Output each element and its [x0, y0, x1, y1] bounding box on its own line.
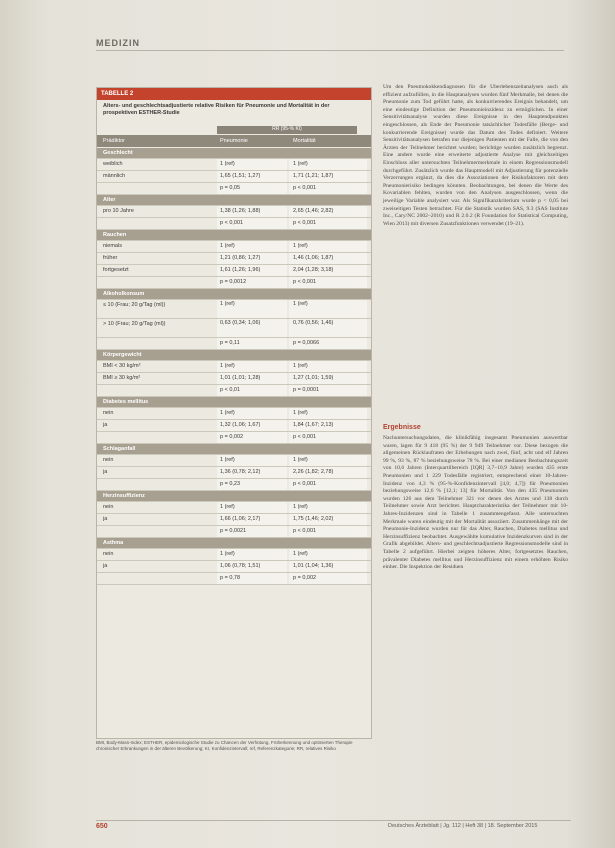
table-group-row	[97, 230, 371, 241]
cell-predictor: ja	[103, 422, 108, 428]
table-footnote: BMI, Body-Mass-Index; ESTHER, epidemiologische Studie zu Chancen der Verhütung, Früherkennung und optimierten Therapie chronischer Erkrankungen in der älteren Bevölkerung; KI, Konfidenzintervall; ref, Referenzkategorie; RR, relatives Risiko	[96, 740, 353, 751]
table-caption: Alters- und geschlechtsadjustierte relative Risiken für Pneumonie und Mortalität in der prospektiven ESTHER-Studie	[103, 103, 330, 116]
cell-mortality: 1 (ref)	[293, 410, 308, 416]
table-group-row	[97, 148, 371, 159]
cell-predictor: Alkoholkonsum	[103, 291, 145, 297]
cell-predictor: Herzinsuffizienz	[103, 493, 145, 499]
cell-predictor: BMI < 30 kg/m²	[103, 363, 141, 369]
cell-mortality: p < 0,001	[293, 528, 317, 534]
table-title: TABELLE 2	[97, 88, 371, 100]
table-row	[97, 206, 371, 218]
cell-predictor: nein	[103, 551, 114, 557]
cell-pneumonia: p = 0,0012	[220, 279, 247, 285]
table-row	[97, 241, 371, 253]
cell-mortality: 1 (ref)	[293, 161, 308, 167]
cell-mortality: 1,46 (1,06; 1,87)	[293, 255, 334, 261]
table-row	[97, 361, 371, 373]
cell-mortality: p = 0,002	[293, 575, 317, 581]
body-paragraph-results: Nachuntersuchungsdaten, die klinikfähig insgesamt Pneumonien auswertbar waren, lagen für 9 418 (95 %) der 9 949 Teilnehmer vor. Diese bezogen die allgemeinen Rücklaufraten der Erhebungen nach zwei, fünf, acht und elf Jahren 99 %, 93 %, 87 % beziehungsweise 78 %. Bei einer medianen Beobachtungszeit von 10,6 Jahren (Interquartilbereich [IQR] 3,7–10,9 Jahre) wurden 435 erste Pneumonien und 1 229 Todesfälle registriert, entsprechend einer 10-Jahres-Inzidenz von 4,3 % (95-%-Konfidenzintervall [4,0; 4,7]) für Pneumonien beziehungsweise 12,6 % [12,1; 13] für Mortalität. Von den 435 Pneumonien wurden 126 aus dem Teilnehmer 321 vor denen des Arztes und 138 durch Teilnehmer sowie Arzt berichtet. Hauptcharakteristika der Teilnehmer mit 10-Jahres-Inzidenzen sind in Tabelle 1 zusammengefasst. Alle untersuchten Merkmale waren eindeutig mit der Mortalität assoziiert. Zusammenhänge mit der Pneumonie-Inzidenz wurden nur für das Alter, Rauchen, Diabetes mellitus und Herzinsuffizienz beobachtet. Ausgewählte kumulative Inzidenzkurven sind in der Grafik abgebildet. Alters- und geschlechtsadjustierte Regressionsmodelle sind in Tabelle 2 aufgeführt. Hierbei zeigten höheres Alter, fortgesetztes Rauchen, prävalenter Diabetes mellitus und Herzinsuffizienz mit einem erhöhten Risiko einher. Die Inspektion der Residuen	[383, 435, 568, 571]
cell-pneumonia: p = 0,11	[220, 340, 240, 346]
cell-pneumonia: 1,65 (1,51; 1,27)	[220, 173, 261, 179]
footer-divider	[96, 820, 571, 821]
cell-pneumonia: 1,36 (0,78; 2,12)	[220, 469, 261, 475]
cell-mortality: 1,75 (1,46; 2,02)	[293, 516, 334, 522]
cell-pneumonia: 1,21 (0,86; 1,27)	[220, 255, 261, 261]
table-row	[97, 479, 371, 491]
cell-pneumonia: 1,01 (1,01; 1,28)	[220, 375, 261, 381]
cell-pneumonia: 1,32 (1,06; 1,67)	[220, 422, 261, 428]
cell-mortality: 2,04 (1,28; 3,18)	[293, 267, 334, 273]
cell-pneumonia: 1,61 (1,26; 1,96)	[220, 267, 261, 273]
table-row	[97, 253, 371, 265]
cell-predictor: ≤ 10 (Frau; 20 g/Tag (ml))	[103, 302, 166, 308]
table-row	[97, 300, 371, 319]
journal-reference: Deutsches Ärzteblatt | Jg. 112 | Heft 38 | 18. September 2015	[388, 823, 538, 829]
cell-mortality: 0,76 (0,56; 1,46)	[293, 320, 334, 326]
cell-mortality: p < 0,001	[293, 481, 317, 487]
cell-pneumonia: p = 0,23	[220, 481, 241, 487]
cell-mortality: 1 (ref)	[293, 301, 308, 307]
cell-predictor: pro 10 Jahre	[103, 208, 134, 214]
cell-mortality: 1,84 (1,67; 2,13)	[293, 422, 334, 428]
cell-predictor: ja	[103, 563, 108, 569]
column-header-predictor: Prädiktor	[103, 138, 126, 144]
cell-predictor: niemals	[103, 243, 122, 249]
table-row	[97, 385, 371, 397]
table-row	[97, 373, 371, 385]
table-row	[97, 432, 371, 444]
cell-predictor: Geschlecht	[103, 150, 133, 156]
cell-pneumonia: p = 0,0021	[220, 528, 247, 534]
table-group-row	[97, 397, 371, 408]
table-row	[97, 526, 371, 538]
cell-predictor: Alter	[103, 197, 116, 203]
table-box	[96, 87, 372, 739]
table-row	[97, 319, 371, 338]
cell-pneumonia: 1 (ref)	[220, 410, 235, 416]
table-row	[97, 502, 371, 514]
cell-predictor: Rauchen	[103, 232, 127, 238]
cell-mortality: 1 (ref)	[293, 243, 308, 249]
cell-predictor: weiblich	[103, 161, 123, 167]
table-row	[97, 265, 371, 277]
column-header-mortality: Mortalität	[293, 138, 316, 144]
cell-predictor: Schlaganfall	[103, 446, 136, 452]
cell-predictor: ja	[103, 516, 108, 522]
cell-predictor: nein	[103, 410, 114, 416]
cell-pneumonia: p = 0,002	[220, 434, 244, 440]
cell-mortality: 1,71 (1,21; 1,87)	[293, 173, 334, 179]
table-group-row	[97, 289, 371, 300]
table-body	[97, 148, 371, 585]
cell-mortality: 1,01 (1,04; 1,36)	[293, 563, 334, 569]
cell-pneumonia: 1 (ref)	[220, 161, 235, 167]
table-row	[97, 549, 371, 561]
cell-pneumonia: 1,06 (0,78; 1,51)	[220, 563, 261, 569]
cell-mortality: p < 0,001	[293, 434, 317, 440]
table-row	[97, 277, 371, 289]
table-group-row	[97, 538, 371, 549]
cell-pneumonia: 1 (ref)	[220, 301, 235, 307]
cell-predictor: nein	[103, 457, 114, 463]
table-row	[97, 561, 371, 573]
cell-predictor: Körpergewicht	[103, 352, 142, 358]
cell-mortality: 2,65 (1,46; 2,82)	[293, 208, 334, 214]
cell-mortality: p = 0,0001	[293, 387, 320, 393]
table-row	[97, 338, 371, 350]
cell-predictor: nein	[103, 504, 114, 510]
table-row	[97, 420, 371, 432]
table-group-row	[97, 491, 371, 502]
cell-pneumonia: p < 0,01	[220, 387, 241, 393]
cell-predictor: Diabetes mellitus	[103, 399, 149, 405]
table-row	[97, 467, 371, 479]
cell-mortality: 1 (ref)	[293, 457, 308, 463]
cell-mortality: p < 0,001	[293, 185, 317, 191]
cell-mortality: 1,27 (1,01; 1,59)	[293, 375, 334, 381]
cell-predictor: männlich	[103, 173, 126, 179]
column-group-header: RR (95-% KI)	[217, 126, 357, 134]
section-heading: Ergebnisse	[383, 424, 421, 431]
table-group-row	[97, 195, 371, 206]
cell-predictor: ja	[103, 469, 108, 475]
cell-pneumonia: 1 (ref)	[220, 363, 235, 369]
cell-pneumonia: p < 0,001	[220, 220, 244, 226]
table-group-row	[97, 350, 371, 361]
table-column-headers	[97, 135, 371, 147]
header-divider	[96, 50, 564, 51]
cell-predictor: Asthma	[103, 540, 124, 546]
table-row	[97, 218, 371, 230]
table-group-row	[97, 444, 371, 455]
cell-mortality: 1 (ref)	[293, 551, 308, 557]
cell-mortality: p = 0,0066	[293, 340, 320, 346]
cell-mortality: p < 0,001	[293, 279, 317, 285]
cell-mortality: p < 0,001	[293, 220, 317, 226]
cell-pneumonia: 1 (ref)	[220, 243, 235, 249]
cell-pneumonia: p = 0,05	[220, 185, 241, 191]
cell-mortality: 1 (ref)	[293, 363, 308, 369]
cell-mortality: 2,26 (1,82; 2,78)	[293, 469, 334, 475]
table-row	[97, 159, 371, 171]
section-label: MEDIZIN	[96, 38, 140, 48]
cell-mortality: 1 (ref)	[293, 504, 308, 510]
cell-pneumonia: 1 (ref)	[220, 551, 235, 557]
cell-predictor: früher	[103, 255, 118, 261]
page-number: 650	[96, 823, 108, 830]
cell-pneumonia: 1 (ref)	[220, 504, 235, 510]
cell-pneumonia: 0,63 (0,34; 1,06)	[220, 320, 261, 326]
table-row	[97, 171, 371, 183]
table-row	[97, 183, 371, 195]
cell-pneumonia: 1 (ref)	[220, 457, 235, 463]
table-row	[97, 408, 371, 420]
cell-predictor: BMI ≥ 30 kg/m²	[103, 375, 141, 381]
cell-predictor: > 10 (Frau; 20 g/Tag (ml))	[103, 321, 166, 327]
table-row	[97, 573, 371, 585]
cell-pneumonia: 1,66 (1,06; 2,17)	[220, 516, 261, 522]
body-paragraph-methods: Um den Pneumokokkendiagnosen für die Überlebenszeitanalysen auch als effizient aufzufüllen, in die Hauptanalysen wurden fünf Merkmalle, bei denen die Pneumonie zum Tod geführt hatte, als konkurrierendes Ereignis behandelt, um eine eindeutige Definition der Pneumonieinzidenz zu ermöglichen. In einer Sensitivitätsanalyse wurden diese Ereignisse in den Hauptendpunkten eingeschlossen, als Ende der Pneumonie tatsächlicher Todesfälle (Berge- und konkurrierende Ereignisse) wurde das Datum des Todes definiert. Weitere Sensitivitätsanalysen betrafen nur diejenigen Patienten mit der Falle, die von den Ärzten der Teilnehmer berichtet wurden; berichtige wurden zusätzlich begrenzt. Eine andere wurde eine erweiterte adjustierte Analyse mit gleichzeitigen Einschluss aller untersuchten Teilnehmermerkmale in einem Regressionsmodell durchgeführt. Zusätzlich wurde das Hauptmodell mit Adjustierung für potenzielle Verzerrungen ergänzt, da dies die Assoziationen der Risikofaktoren mit dem Pneumonierisiko bedingen könnten. Beobachtungen, bei denen die Werte des Kovariablen fehlten, wurden von den Analysen ausgeschlossen, wenn die jeweilige Variable analysiert war. Als Signifikanzkriterium wurde p < 0,05 bei zweiseitigen Testen betrachtet. Für die Statistik wurden SAS, 9.3 (SAS Institute Inc., Cary/NC 2002–2010) und R 2.0.2 (R Foundation for Statistical Computing, Wien 2013) mit diversen Zusatzfunktionen verwendet (19–21).	[383, 84, 568, 227]
cell-pneumonia: p = 0,78	[220, 575, 241, 581]
table-row	[97, 514, 371, 526]
column-header-pneumonia: Pneumonie	[220, 138, 248, 144]
cell-predictor: fortgesetzt	[103, 267, 129, 273]
table-row	[97, 455, 371, 467]
cell-pneumonia: 1,38 (1,26; 1,88)	[220, 208, 261, 214]
